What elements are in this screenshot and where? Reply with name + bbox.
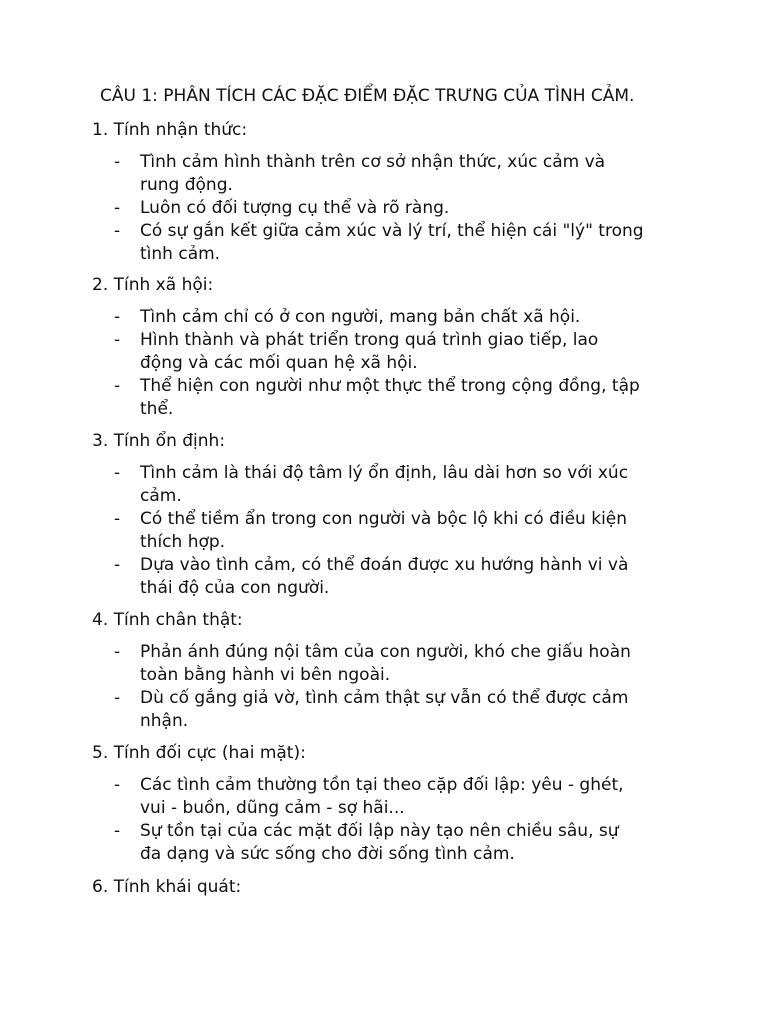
section-heading: 6. Tính khái quát: — [92, 877, 242, 897]
list-item — [92, 641, 680, 687]
item-line: đa dạng và sức sống cho đời sống tình cảm. — [140, 844, 515, 864]
item-line: - Hình thành và phát triển trong quá trình giao tiếp, lao — [140, 330, 599, 350]
section-1 — [92, 119, 692, 266]
bullet-list — [92, 774, 692, 866]
item-line: - Có sự gắn kết giữa cảm xúc và lý trí, thể hiện cái "lý" trong — [140, 221, 644, 241]
section-heading: 1. Tính nhận thức: — [92, 120, 248, 140]
section-2 — [92, 274, 692, 421]
list-item — [92, 774, 680, 820]
item-line: nhận. — [140, 711, 189, 731]
section-3 — [92, 430, 692, 600]
list-item — [92, 554, 680, 600]
list-item — [92, 462, 680, 508]
document-title: CÂU 1: PHÂN TÍCH CÁC ĐẶC ĐIỂM ĐẶC TRƯNG CỦA TÌNH CẢM. — [100, 86, 635, 106]
item-line: - Các tình cảm thường tồn tại theo cặp đối lập: yêu - ghét, — [140, 775, 624, 795]
list-item — [92, 151, 680, 197]
item-line: toàn bằng hành vi bên ngoài. — [140, 665, 391, 685]
bullet-list — [92, 151, 692, 266]
item-line: - Sự tồn tại của các mặt đối lập này tạo nên chiều sâu, sự — [140, 821, 619, 841]
item-line: - Dựa vào tình cảm, có thể đoán được xu hướng hành vi và — [140, 555, 629, 575]
item-line: - Dù cố gắng giả vờ, tình cảm thật sự vẫn có thể được cảm — [140, 688, 629, 708]
list-item — [92, 375, 680, 421]
item-line: tình cảm. — [140, 244, 221, 264]
item-line: - Phản ánh đúng nội tâm của con người, khó che giấu hoàn — [140, 642, 631, 662]
item-line: - Tình cảm là thái độ tâm lý ổn định, lâu dài hơn so với xúc — [140, 463, 629, 483]
section-4 — [92, 609, 692, 733]
section-5 — [92, 742, 692, 866]
section-heading: 3. Tính ổn định: — [92, 431, 226, 451]
section-heading: 2. Tính xã hội: — [92, 275, 214, 295]
section-6 — [92, 876, 692, 899]
item-line: - Luôn có đối tượng cụ thể và rõ ràng. — [140, 198, 450, 218]
item-line: rung động. — [140, 175, 233, 195]
item-line: - Thể hiện con người như một thực thể trong cộng đồng, tập — [140, 376, 640, 396]
list-item — [92, 220, 680, 266]
item-line: vui - buồn, dũng cảm - sợ hãi... — [140, 798, 405, 818]
list-item — [92, 329, 680, 375]
item-line: thái độ của con người. — [140, 578, 330, 598]
item-line: cảm. — [140, 486, 182, 506]
item-line: - Tình cảm hình thành trên cơ sở nhận thức, xúc cảm và — [140, 152, 606, 172]
bullet-list — [92, 641, 692, 733]
section-heading: 5. Tính đối cực (hai mặt): — [92, 743, 306, 763]
section-heading: 4. Tính chân thật: — [92, 610, 243, 630]
item-line: - Có thể tiềm ẩn trong con người và bộc lộ khi có điều kiện — [140, 509, 628, 529]
bullet-list — [92, 306, 692, 421]
list-item — [92, 820, 680, 866]
list-item — [92, 508, 680, 554]
item-line: - Tình cảm chỉ có ở con người, mang bản chất xã hội. — [140, 307, 581, 327]
bullet-list — [92, 462, 692, 600]
item-line: thích hợp. — [140, 532, 226, 552]
item-line: động và các mối quan hệ xã hội. — [140, 353, 418, 373]
item-line: thể. — [140, 399, 174, 419]
list-item — [92, 306, 680, 329]
list-item — [92, 197, 680, 220]
list-item — [92, 687, 680, 733]
